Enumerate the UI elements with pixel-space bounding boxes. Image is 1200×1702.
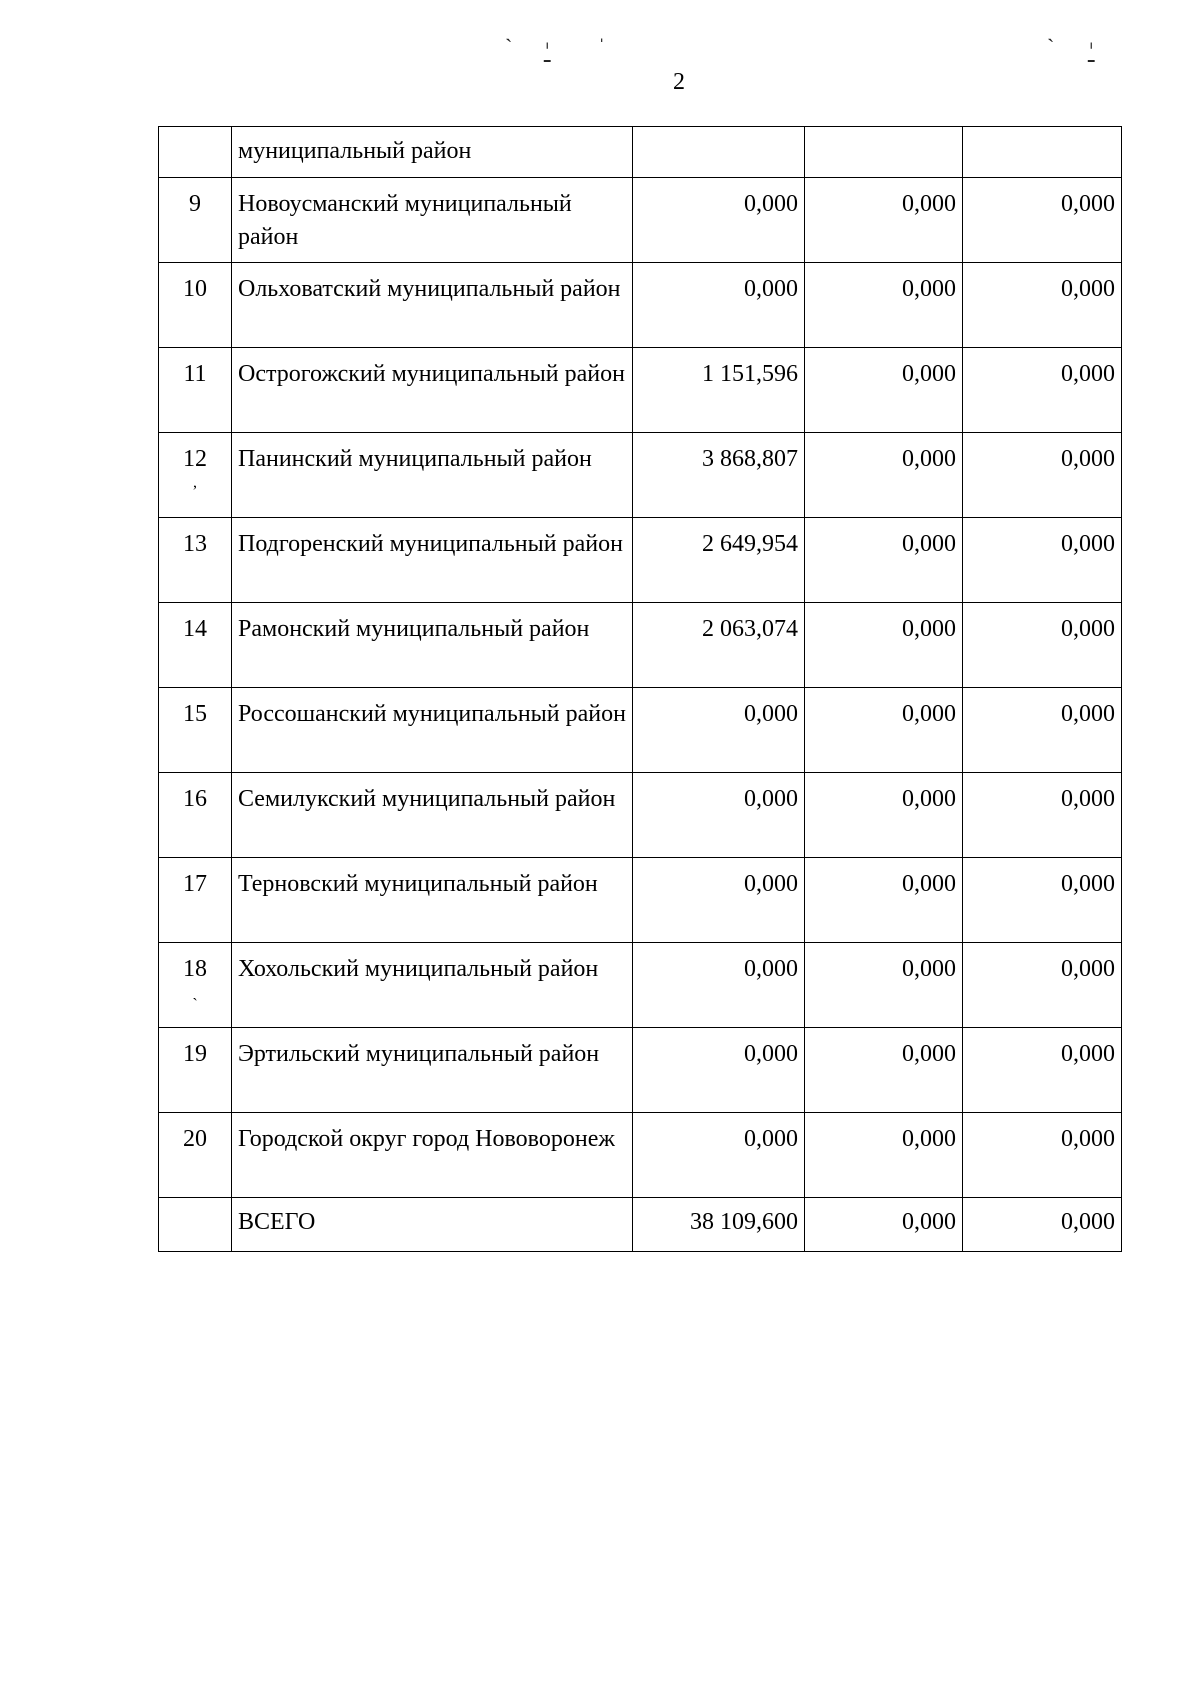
cell-total-value-3: 0,000: [963, 1198, 1122, 1252]
cell-value-3: 0,000: [963, 178, 1122, 263]
cell-value-2: 0,000: [805, 1028, 963, 1113]
cell-value-2: 0,000: [805, 943, 963, 1028]
scan-artifact-mark: ,: [193, 474, 197, 491]
cell-value-2: 0,000: [805, 348, 963, 433]
cell-value-1: 0,000: [633, 1028, 805, 1113]
table-row-continuation: [159, 127, 1122, 178]
table-body: [159, 127, 1122, 1252]
table-row: [159, 858, 1122, 943]
table-row: [159, 603, 1122, 688]
cell-value-1: 2 063,074: [633, 603, 805, 688]
table-row: [159, 773, 1122, 858]
cell-number: 19: [159, 1028, 232, 1113]
cell-number: 10: [159, 263, 232, 348]
cell-value-2: 0,000: [805, 773, 963, 858]
cell-name: Эртильский муниципальный район: [232, 1028, 633, 1113]
cell-value-1: 0,000: [633, 263, 805, 348]
cell-name: Хохольский муниципальный район: [232, 943, 633, 1028]
cell-name: Подгоренский муниципальный район: [232, 518, 633, 603]
cell-number: [159, 127, 232, 178]
cell-value-2: 0,000: [805, 433, 963, 518]
cell-number: 11: [159, 348, 232, 433]
cell-number: [159, 1198, 232, 1252]
cell-name: Новоусманский муниципальный район: [232, 178, 633, 263]
cell-name: Панинский муниципальный район: [232, 433, 633, 518]
cell-value-3: 0,000: [963, 858, 1122, 943]
cell-value-1: 0,000: [633, 178, 805, 263]
cell-value-1: 0,000: [633, 858, 805, 943]
cell-name: Ольховатский муниципальный район: [232, 263, 633, 348]
table-row: [159, 1028, 1122, 1113]
cell-number-text: 18: [183, 956, 207, 982]
cell-name: муниципальный район: [232, 127, 633, 178]
table-row-total: [159, 1198, 1122, 1252]
cell-value-1: 0,000: [633, 943, 805, 1028]
cell-number: 20: [159, 1113, 232, 1198]
cell-value-2: 0,000: [805, 858, 963, 943]
scan-artifact-mark: ˋ: [505, 34, 513, 59]
cell-number: 14: [159, 603, 232, 688]
cell-number: 16: [159, 773, 232, 858]
cell-value-1: 0,000: [633, 773, 805, 858]
cell-name: Россошанский муниципальный район: [232, 688, 633, 773]
cell-value-2: 0,000: [805, 178, 963, 263]
cell-number: 17: [159, 858, 232, 943]
cell-value-2: 0,000: [805, 263, 963, 348]
cell-value-2: [805, 127, 963, 178]
cell-value-3: 0,000: [963, 1028, 1122, 1113]
cell-value-1: 3 868,807: [633, 433, 805, 518]
cell-value-3: 0,000: [963, 263, 1122, 348]
cell-number: 15: [159, 688, 232, 773]
cell-value-3: 0,000: [963, 688, 1122, 773]
table-row: [159, 178, 1122, 263]
cell-value-3: 0,000: [963, 348, 1122, 433]
cell-total-value-1: 38 109,600: [633, 1198, 805, 1252]
cell-value-1: 2 649,954: [633, 518, 805, 603]
cell-value-1: 1 151,596: [633, 348, 805, 433]
table-row: [159, 348, 1122, 433]
cell-total-label: ВСЕГО: [232, 1198, 633, 1252]
scan-artifact-mark: ـٰ: [1088, 42, 1095, 67]
scan-artifact-mark: ˎ: [192, 984, 198, 1001]
cell-value-3: 0,000: [963, 1113, 1122, 1198]
table-row: [159, 943, 1122, 1028]
cell-name: Терновский муниципальный район: [232, 858, 633, 943]
scan-artifact-mark: ˋ: [1047, 34, 1055, 59]
report-table: [158, 126, 1122, 1252]
cell-number: [159, 943, 232, 1028]
cell-value-1: 0,000: [633, 1113, 805, 1198]
scan-artifact-mark: ـٰ: [544, 42, 551, 67]
cell-number-text: 12: [183, 446, 207, 472]
cell-value-1: 0,000: [633, 688, 805, 773]
cell-value-3: 0,000: [963, 518, 1122, 603]
cell-value-2: 0,000: [805, 518, 963, 603]
cell-name: Городской округ город Нововоронеж: [232, 1113, 633, 1198]
cell-number: 9: [159, 178, 232, 263]
cell-name: Семилукский муниципальный район: [232, 773, 633, 858]
cell-value-3: [963, 127, 1122, 178]
cell-name: Острогожский муниципальный район: [232, 348, 633, 433]
scan-artifact-mark: ˈ: [598, 34, 606, 59]
table-row: [159, 518, 1122, 603]
table-row: [159, 688, 1122, 773]
cell-value-3: 0,000: [963, 773, 1122, 858]
table-row: [159, 263, 1122, 348]
cell-value-2: 0,000: [805, 1113, 963, 1198]
cell-value-3: 0,000: [963, 943, 1122, 1028]
cell-number: 13: [159, 518, 232, 603]
table-row: [159, 1113, 1122, 1198]
cell-value-3: 0,000: [963, 603, 1122, 688]
cell-total-value-2: 0,000: [805, 1198, 963, 1252]
cell-value-2: 0,000: [805, 688, 963, 773]
cell-value-2: 0,000: [805, 603, 963, 688]
cell-name: Рамонский муниципальный район: [232, 603, 633, 688]
cell-number: [159, 433, 232, 518]
page-number-text: 2: [673, 69, 685, 95]
table-row: [159, 433, 1122, 518]
cell-value-1: [633, 127, 805, 178]
cell-value-3: 0,000: [963, 433, 1122, 518]
